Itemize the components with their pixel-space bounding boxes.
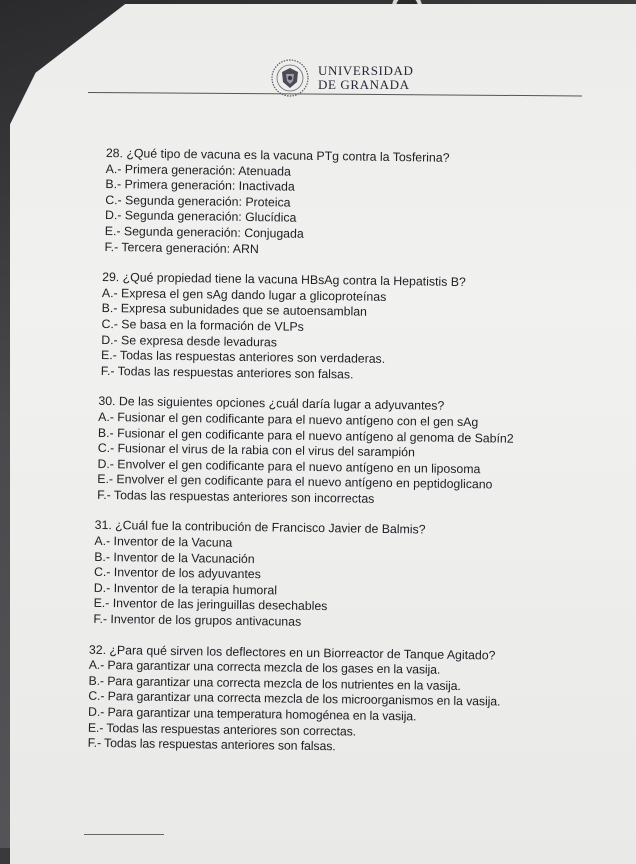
questions-list [87,146,606,774]
option-f: F.- Todas las respuestas anteriores son falsas. [100,363,354,382]
option-f: F.- Todas las respuestas anteriores son falsas. [87,735,336,754]
option-b: B.- Fusionar el gen codificante para el nuevo antígeno al genoma de Sabín2 [97,425,514,446]
option-e: E.- Envolver el gen codificante para el nuevo antígeno en peptidoglicano [97,472,493,492]
university-seal-icon [270,58,310,98]
option-b: B.- Primera generación: Inactivada [105,177,295,194]
option-c: C.- Segunda generación: Proteica [105,192,291,210]
option-b: B.- Para garantizar una correcta mezcla de los nutrientes en la vasija. [88,673,461,693]
option-f: F.- Inventor de los grupos antivacunas [93,611,302,629]
question-29 [101,270,604,386]
question-30 [97,394,602,510]
question-31 [93,518,600,634]
option-c: C.- Fusionar el virus de la rabia con el virus del sarampión [97,441,415,460]
question-title: 29. ¿Qué propiedad tiene la vacuna HBsAg contra la Hepatistis B? [102,270,466,290]
question-32 [88,642,599,758]
option-d: D.- Se expresa desde levaduras [101,332,278,349]
option-c: C.- Se basa en la formación de VLPs [101,316,304,334]
university-name-line1: UNIVERSIDAD [318,63,414,78]
option-c: C.- Inventor de los adyuvantes [93,565,261,582]
question-28 [104,146,605,262]
university-name [318,64,413,92]
option-a: A.- Primera generación: Atenuada [105,161,292,179]
option-d: D.- Envolver el gen codificante para el nuevo antígeno en un liposoma [97,456,481,476]
option-c: C.- Para garantizar una correcta mezcla de los microorganismos en la vasija. [88,689,501,709]
option-b: B.- Expresa subunidades que se autoensamblan [101,301,368,320]
option-a: A.- Para garantizar una correcta mezcla de los gases en la vasija. [88,658,441,677]
option-d: D.- Para garantizar una temperatura homogénea en la vasija. [88,704,417,724]
question-title: 32. ¿Para qué sirven los deflectores en un Biorreactor de Tanque Agitado? [88,642,496,663]
question-title: 28. ¿Qué tipo de vacuna es la vacuna PTg contra la Tosferina? [105,146,450,165]
footer-rule [84,834,164,835]
option-f: F.- Todas las respuestas anteriores son incorrectas [97,487,375,506]
option-e: E.- Todas las respuestas anteriores son verdaderas. [100,348,386,367]
option-f: F.- Tercera generación: ARN [104,239,259,256]
option-e: E.- Inventor de las jeringuillas desechables [93,596,328,614]
option-a: A.- Fusionar el gen codificante para el nuevo antígeno con el gen sAg [98,409,479,430]
option-e: E.- Todas las respuestas anteriores son correctas. [87,720,357,739]
question-title: 30. De las siguientes opciones ¿cuál daría lugar a adyuvantes? [98,394,445,414]
option-a: A.- Expresa el gen sAg dando lugar a glicoproteínas [101,285,387,304]
option-a: A.- Inventor de la Vacuna [94,533,233,550]
option-d: D.- Segunda generación: Glucídica [104,208,297,226]
option-d: D.- Inventor de la terapia humoral [93,580,278,598]
question-title: 31. ¿Cuál fue la contribución de Francisco Javier de Balmis? [94,518,426,537]
option-e: E.- Segunda generación: Conjugada [104,223,304,241]
option-b: B.- Inventor de la Vacunación [94,549,255,566]
university-name-line2: DE GRANADA [318,77,410,92]
